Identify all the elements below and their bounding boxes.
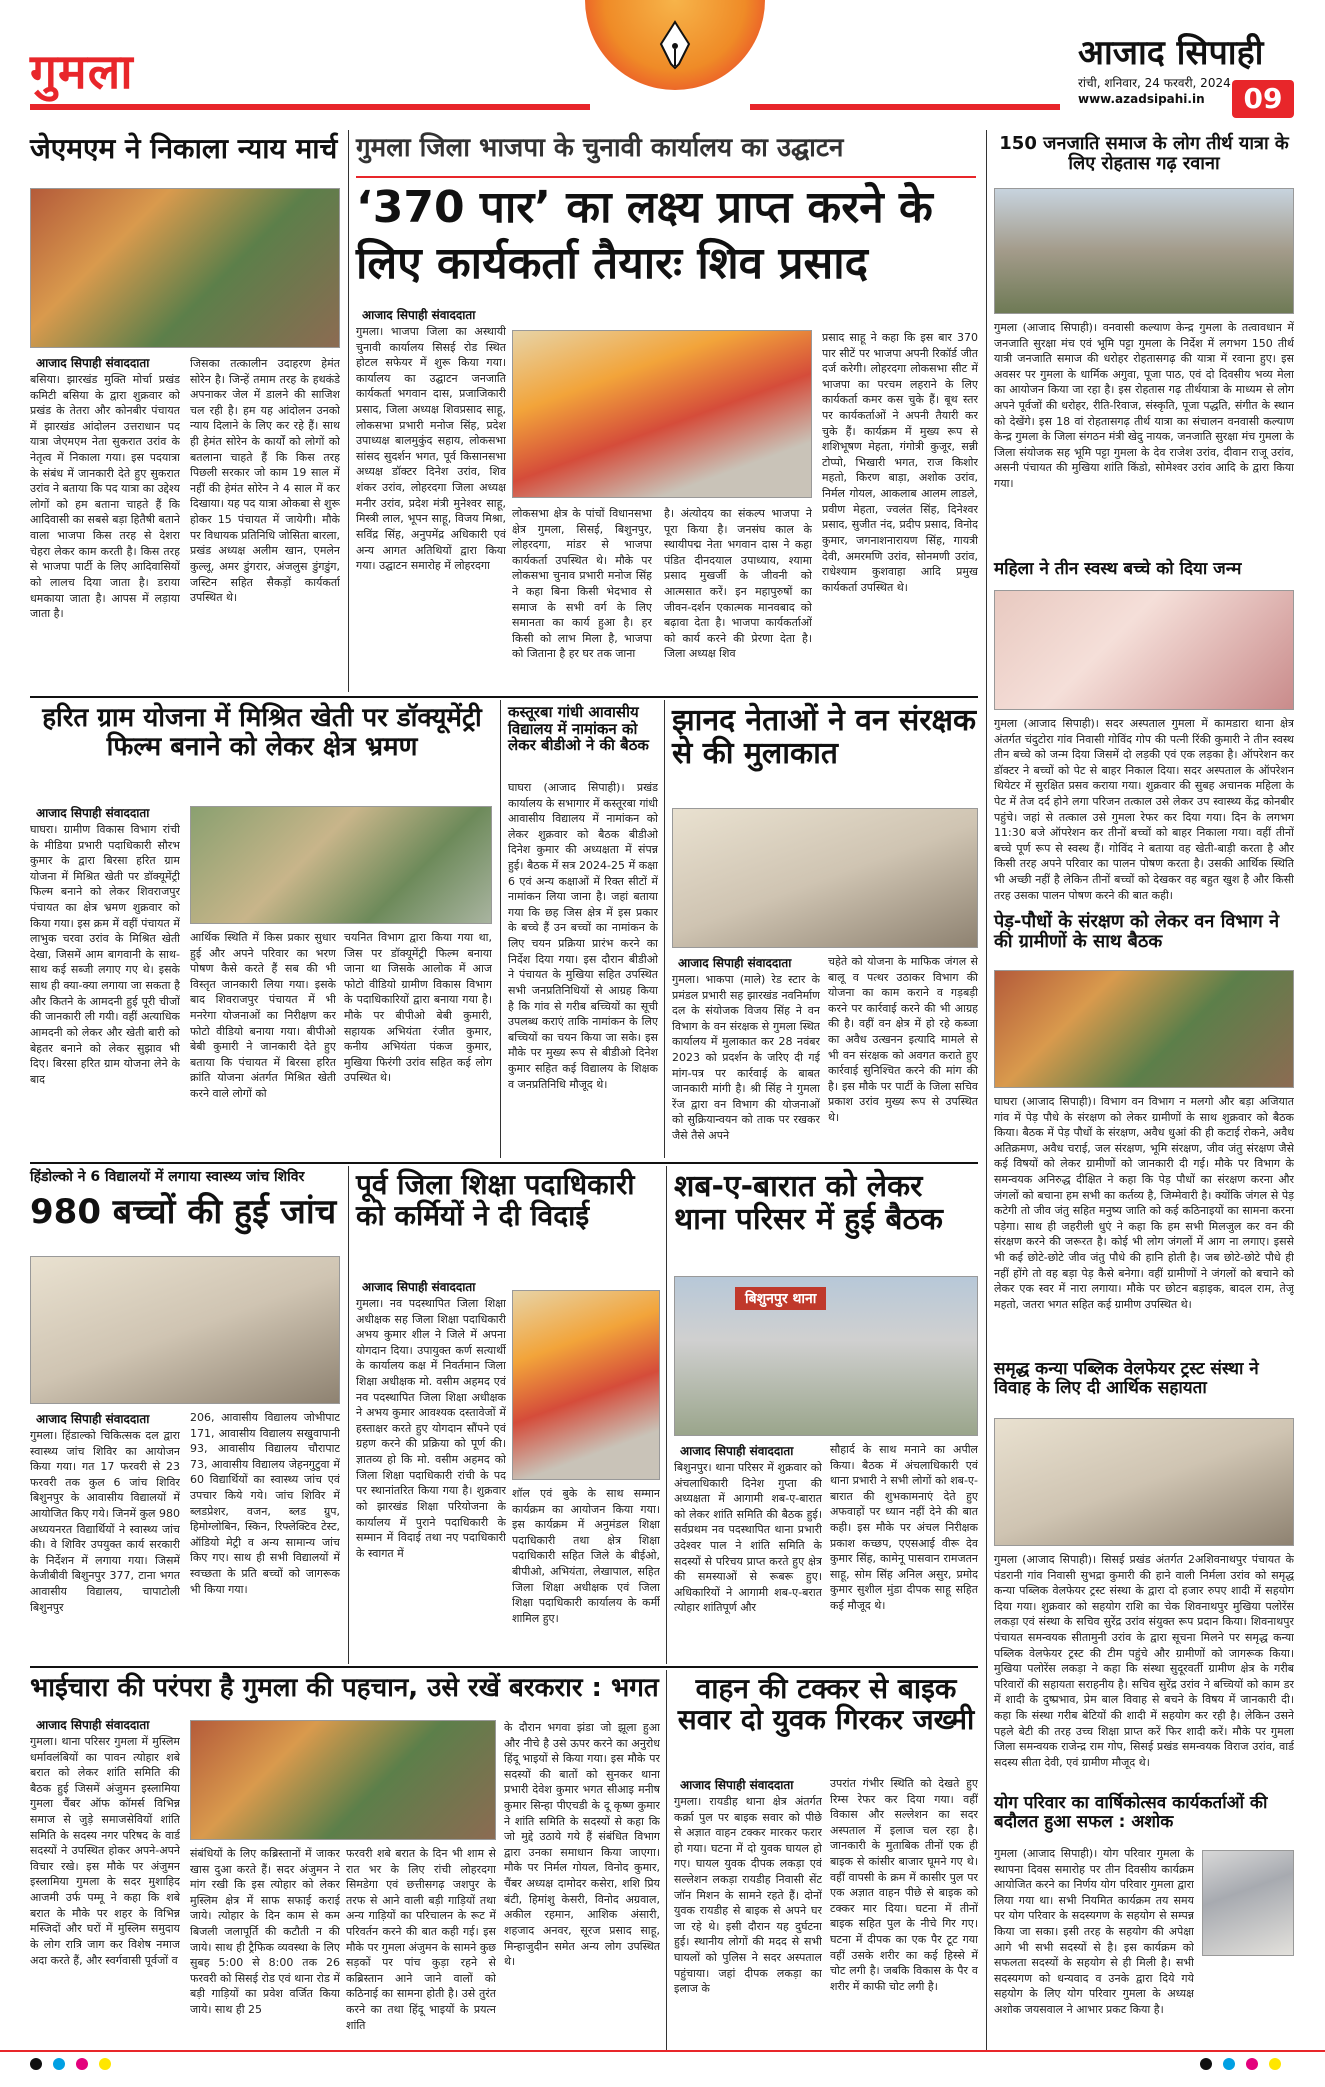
header-rule-right: [750, 104, 1060, 110]
kicker-health: हिंडोल्को ने 6 विद्यालयों में लगाया स्वास्थ्य जांच शिविर: [30, 1169, 305, 1185]
column-divider: [664, 700, 665, 1158]
byline-health: आजाद सिपाही संवाददाता: [36, 1412, 150, 1426]
column-divider: [666, 1670, 667, 2050]
color-dot-icon: [30, 2058, 42, 2070]
row-rule-3: [30, 1666, 978, 1668]
headline-kasturba: कस्तूरबा गांधी आवासीय विद्यालय में नामांकन को लेकर बीडीओ ने की बैठक: [508, 703, 649, 754]
byline-shab: आजाद सिपाही संवाददाता: [680, 1444, 794, 1458]
headline-jmm: जेएमएम ने निकाला न्याय मार्च: [30, 132, 338, 165]
headline-pilgrim: 150 जनजाति समाज के लोग तीर्थ यात्रा के लिए रोहतास गढ़ रवाना: [999, 133, 1289, 174]
website-link[interactable]: www.azadsipahi.in: [1078, 92, 1205, 106]
body-bjp-col2: लोकसभा क्षेत्र के पांचों विधानसभा क्षेत्र गुमला, सिसई, बिशुनपुर, लोहरदगा, मांडर से भाजपा कार्यकर्ता उपस्थित थे। मौके पर लोकसभा चुनाव प्रभारी मनोज सिंह ने कहा बिना किसी भेदभाव से समाज के सभी वर्ग के लिए समानता का कार्य हुआ है। हर किसी को लाभ मिला है, भाजपा को जिताना है हर घर तक जाना: [512, 507, 652, 661]
body-samridh: गुमला (आजाद सिपाही)। सिसई प्रखंड अंतर्गत 2अशिवनाथपुर पंचायत के पंडरानी गांव निवासी सुभद्रा कुमारी की हाने वाली निर्मला उरांव को समृद्ध कन्या पब्लिक वेलफेयर ट्रस्ट संस्था के द्वारा दो हजार रुपए शादी में सहयोग दिया गया। शुक्रवार को सहयोग राशि का चेक शिवनाथपुर मुखिया पलोरेंस लकड़ा एवं संस्था के सचिव सुरेंद्र उरांव संयुक्त रूप प्रदान किया। शिवनाथपुर पंचायत समन्वयक सीतामुनी उरांव के द्वारा सूचना मिलने पर समृद्ध कन्या पब्लिक वेलफेयर ट्रस्ट की टीम पहुंचे और ग्रामीणों को जागरूक किया। मुखिया पलोरेंस लकड़ा ने कहा कि संस्था सुदूरवर्ती ग्रामीण क्षेत्र के गरीब परिवारों की सहायता सराहनीय है। सचिव सुरेंद्र उरांव ने बच्चियों को काम डर में शादी के दुष्प्रभाव, प्रेम बाल विवाह से बचने के विषय में जानकारी दी। कहा कि संस्था गरीब बेटियों की शादी में सहयोग कर रही है। लेकिन उसने पहले बेटी की तरह उच्च शिक्षा प्राप्त करें फिर शादी करें। मौके पर गुमला जिला समन्वयक राजेन्द्र राम गोप, सिसई प्रखंड समन्वयक विराज उरांव, वार्ड सदस्य सीता देवी, एवं ग्रामीण मौजूद थे।: [994, 1553, 1294, 1769]
body-bhaichara-col3: फरवरी शबे बरात के दिन भी शाम से रात भर के लिए रांची लोहरदगा सिमडेगा एवं छत्तीसगढ़ जशपुर के तरफ से आने वाली बड़ी गाड़ियों तथा अन्य गाड़ियों का परिचालन के रूट में परिवर्तन करने की बात कही गई। इस मौके पर गुमला अंजुमन के सामने कुछ सड़कों पर पांच कुड़ा रहने से कब्रिस्तान आने जाने वालों को कठिनाई का सामना होती है। उसे तुरंत करने का तथा हिंदू भाइयों के प्रयत्न शांति: [346, 1847, 496, 2032]
body-bjp-col1: गुमला। भाजपा जिला का अस्थायी चुनावी कार्यालय सिसई रोड स्थित होटल सफेयर में शुरू किया गया। कार्यालय का उद्घाटन जनजाति कार्यकर्ता भगवान दास, प्रजाजिकारी प्रसाद, जिला अध्यक्ष शिवप्रसाद साहू, लोकसभा प्रभारी मनोज सिंह, प्रदेश उपाध्यक्ष बालमुकुंद सहाय, लोकसभा सांसद सुदर्शन भगत, पूर्व किसानसभा अध्यक्ष डॉक्टर दिनेश उरांव, शिव शंकर उरांव, लोहरदगा जिला अध्यक्ष मनीर उरांव, प्रदेश मंत्री मुनेश्वर साहू, मिस्त्री लाल, भूपन साहू, विजय मिश्रा, सविंद्र सिंह, अनुपमेंद्र अधिकारी एवं अन्य आगत अतिथियों द्वारा किया गया। उद्घाटन समारोह में लोहरदगा: [356, 325, 506, 573]
color-dot-icon: [1200, 2058, 1212, 2070]
body-shab-col1: बिशुनपुर। थाना परिसर में शुक्रवार को अंचलाधिकारी दिनेश गुप्ता की अध्यक्षता में आगामी शब-ए-बारात को लेकर शांति समिति की बैठक हुई। सर्वप्रथम नव पदस्थापित थाना प्रभारी उदेश्वर पाल ने शांति समिति के सदस्यों से परिचय प्राप्त करते हुए क्षेत्र की समस्याओं से रूबरू हुए। अधिकारियों ने आगामी शब-ए-बरात त्योहार शांतिपूर्ण और: [674, 1461, 822, 1615]
footer-color-dots: [30, 2055, 117, 2074]
headline-health: 980 बच्चों की हुई जांच: [30, 1192, 337, 1232]
byline-jhanad: आजाद सिपाही संवाददाता: [678, 956, 792, 970]
byline-jmm: आजाद सिपाही संवाददाता: [36, 356, 150, 370]
byline-bhaichara: आजाद सिपाही संवाददाता: [36, 1718, 150, 1732]
photo-trust-cheque: [994, 1418, 1294, 1546]
photo-thana-meeting: [674, 1276, 978, 1436]
headline-vahan: वाहन की टक्कर से बाइक सवार दो युवक गिरकर जख्मी: [677, 1672, 975, 1736]
body-jmm-col1: बसिया। झारखंड मुक्ति मोर्चा प्रखंड कमिटी बसिया के द्वारा शुक्रवार को प्रखंड के तेतरा और कोनबीर पंचायत में झारखंड आंदोलन उत्तराधान पद यात्रा जेएमएम नेता सुकरात उरांव के नेतृत्व में निकाला गया। इस पदयात्रा के संबंध में जानकारी देते हुए सुकरात उरांव ने बताया कि पद यात्रा का उद्देश्य लोगों को हम बताना चाहते हैं कि आदिवासी का सबसे बड़ा हितैषी बताने वाला भाजपा किस तरह से देशरा चेहरा लेकर काम करती है। किस तरह से भाजपा पार्टी के लिए आदिवासियों को लालच दिया जाता है। डराया धमकाया जाता है। आपस में लड़ाया जाता है।: [30, 373, 180, 621]
photo-jmm-march: [30, 188, 340, 348]
body-harit-col2: आर्थिक स्थिति में किस प्रकार सुधार हुई और अपने परिवार का भरण पोषण कैसे करते हैं सब की भी विस्तृत जानकारी लिया गया। इसके बाद शिवराजपुर पंचायत में भी मनरेगा योजनाओं का निरीक्षण कर फोटो वीडियो बनाया गया। बीपीओ बेबी कुमारी ने जानकारी देते हुए बताया कि पंचायत में बिरसा हरित क्रांति योजना अंतर्गत मिश्रित खेती करने वाले लोगों को: [190, 931, 336, 1101]
body-jmm-col2: जिसका तत्कालीन उदाहरण हेमंत सोरेन है। जिन्हें तमाम तरह के हथकंडे अपनाकर जेल में डालने की साजिश चल रही है। हम यह आंदोलन उनको न्याय दिलाने के लिए कर रहे हैं। साथ ही हेमंत सोरेन के कार्यों को लोगों को बतलाना चाहते हैं कि किस तरह पिछली सरकार जो काम 19 साल में नहीं की हेमंत सोरेन ने 4 साल में कर दिखाया। यह पद यात्रा ओकबा से शुरू होकर 15 पंचायत में जायेगी। मौके पर विधायक प्रतिनिधि जोसिता बारला, प्रखंड अध्यक्ष अलीम खान, एमलेन कुल्लू, अमर डुंगरार, अंजलुस डुंगडुंग, जस्टिन सहित सैकड़ों कार्यकर्ता उपस्थित थे।: [190, 357, 340, 605]
photo-bhaichara-meeting: [190, 1720, 496, 1840]
column-divider: [666, 1166, 667, 1664]
photo-caption-thana: बिशुनपुर थाना: [735, 1287, 826, 1310]
page-number: 09: [1232, 80, 1294, 118]
body-jhanad-col1: गुमला। भाकपा (माले) रेड स्टार के प्रमंडल प्रभारी सह झारखंड नवनिर्माण दल के संयोजक विजय सिंह ने वन विभाग के वन संरक्षक से गुमला स्थित कार्यालय में मुलाकात कर 28 नवंबर 2023 को प्रदर्शन के जरिए दी गई मांग-पत्र पर कार्रवाई के बाबत जानकारी मांगी है। श्री सिंह ने गुमला रेंज द्वारा वन विभाग की योजनाओं को सुक्रियान्वयन को ताक पर रखकर जैसे तैसे अपने: [672, 973, 820, 1143]
pen-nib-icon: [655, 20, 695, 70]
photo-ashok-portrait: [1202, 1850, 1294, 1956]
body-bjp-col3: है। अंत्योदय का संकल्प भाजपा ने पूरा किया है। जनसंघ काल के स्थायीपद्म नेता भगवान दास ने कहा पंडित दीनदयाल उपाध्याय, श्यामा प्रसाद मुखर्जी के जीवनी को आत्मसात करें। इन महापुरुषों का जीवन-दर्शन एकात्मक मानवबाद को बढ़ावा देता है। भाजपा कार्यकर्ताओं को कार्य करने की प्रेरणा देता है। जिला अध्यक्ष शिव: [664, 507, 812, 661]
section-title: गुमला: [30, 44, 134, 100]
photo-health-camp: [30, 1256, 340, 1404]
body-farewell-col2: शॉल एवं बुके के साथ सम्मान कार्यक्रम का आयोजन किया गया। इस कार्यक्रम में अनुमंडल शिक्षा पदाधिकारी तथा क्षेत्र शिक्षा पदाधिकारी सहित जिले के बीईओ, बीपीओ, अभियंता, लेखापाल, सहित जिला शिक्षा अधीक्षक एवं जिला शिक्षा पदाधिकारी कार्यालय के कर्मी शामिल हुए।: [512, 1487, 660, 1625]
color-dot-icon: [76, 2058, 88, 2070]
byline-bjp: आजाद सिपाही संवाददाता: [362, 308, 476, 322]
right-column-divider: [986, 130, 987, 2050]
body-bhaichara-col4: के दौरान भगवा झंडा जो झूला हुआ और नीचे है उसे ऊपर करने का अनुरोध हिंदू भाइयों से किया गया। इस मौके पर सदस्यों की बातों को सुनकर थाना प्रभारी देवेश कुमार भगत सीआइ मनीष कुमार सिन्हा पीएचडी के दू कृष्ण कुमार ने शांति समिति के सदस्यों से कहा कि जो मुद्दे उठाये गये हैं संबंधित विभाग द्वारा उनका समाधान किया जाएगा। मौके पर निर्मल गोयल, विनोद कुमार, चैंबर अध्यक्ष दामोदर कसेरा, शशि प्रिय बंटी, हिमांशु केसरी, विनोद अग्रवाल, अकील रहमान, आशिक अंसारी, शहजाद अनवर, सूरज प्रसाद साहू, मिन्हाजुदीन समेत अन्य लोग उपस्थित थे।: [504, 1721, 660, 1969]
body-bjp-col4: प्रसाद साहू ने कहा कि इस बार 370 पार सीटें पर भाजपा अपनी रिकॉर्ड जीत दर्ज करेगी। लोहरदगा लोकसभा सीट में भाजपा का परचम लहराने के लिए कार्यकर्ता कमर कस चुके हैं। बूथ स्तर पर कार्यकर्ताओं ने अपनी तैयारी कर चुके हैं। कार्यक्रम में मुख्य रूप से शशिभूषण मेहता, गंगोत्री कुजूर, सन्नी टोप्पो, भिखारी भगत, राज किशोर महतो, किरण बाड़ा, अशोक उरांव, निर्मल गोयल, आकलाब आलम लाडले, प्रवीण मेहता, ज्वलंत सिंह, दिनेश्वर प्रसाद, सुजीत नंद, प्रदीप प्रसाद, विनोद कुमार, जगनाशनारायण सिंह, गायत्री देवी, अमरमणि उरांव, सोनमणी उरांव, राधेश्याम कुशवाहा आदि प्रमुख कार्यकर्ता उपस्थित थे।: [822, 331, 978, 594]
headline-harit: हरित ग्राम योजना में मिश्रित खेती पर डॉक्यूमेंट्री फिल्म बनाने को लेकर क्षेत्र भ्रमण: [42, 703, 482, 762]
headline-shab: शब-ए-बारात को लेकर थाना परिसर में हुई बैठक: [674, 1169, 943, 1237]
body-farewell-col1: गुमला। नव पदस्थापित जिला शिक्षा अधीक्षक सह जिला शिक्षा पदाधिकारी अभय कुमार शील ने जिले में अपना योगदान दिया। उपायुक्त कर्ण सत्यार्थी के कार्यालय कक्ष में निवर्तमान जिला शिक्षा अधीक्षक मो. वसीम अहमद एवं नव पदस्थापित जिला शिक्षा अधीक्षक ने अभय कुमार आवश्यक दस्तावेजों में हस्ताक्षर करते हुए योगदान सौंपने एवं ग्रहण करने की प्रक्रिया को पूर्ण की। ज्ञातव्य हो कि मो. वसीम अहमद को जिला शिक्षा पदाधिकारी रांची के पद पर स्थानांतरित किया गया है। शुक्रवार को झारखंड शिक्षा परियोजना के कार्यालय में पुराने पदाधिकारी के सम्मान में विदाई तथा नए पदाधिकारी के स्वागत में: [356, 1297, 506, 1560]
headline-ped: पेड़-पौधों के संरक्षण को लेकर वन विभाग ने की ग्रामीणों के साथ बैठक: [994, 911, 1280, 952]
body-mahila: गुमला (आजाद सिपाही)। सदर अस्पताल गुमला में कामडारा थाना क्षेत्र अंतर्गत चंदुटोरा गांव निवासी गोविंद गोप की पत्नी रिंकी कुमारी ने तीन स्वस्थ तीन बच्चे को जन्म दिया जिसमें दो लड़की एवं एक लड़का है। ऑपरेशन कर डॉक्टर ने बच्चों को पेट से बाहर निकाल दिया। सदर अस्पताल के ऑपरेशन थियेटर में सुरक्षित प्रसव कराया गया। शुक्रवार की सुबह अचानक महिला के पेट में तेज दर्द होने लगा परिजन तत्काल उसे लेकर उप स्वास्थ्य केंद्र कोनबीर पहुंचे। जहां से तत्काल उसे गुमला रेफर कर दिया गया। दिन के लगभग 11:30 बजे ऑपरेशन कर तीनों बच्चों को बाहर निकाला गया। वहीं तीनों बच्चे पूर्ण रूप से स्वस्थ हैं। गोविंद ने बताया वह खेती-बाड़ी करता है और किसी तरह अपने परिवार का पालन पोषण करता है। उसकी आर्थिक स्थिति भी अच्छी नहीं है लेकिन तीनों बच्चों को देखकर वह बहुत खुश है और किसी तरह उसका पालन पोषण करने की बात कही।: [994, 717, 1294, 902]
body-harit-col3: चयनित विभाग द्वारा किया गया था, जिस पर डॉक्यूमेंट्री फिल्म बनाया जाना था जिसके आलोक में आज फोटो वीडियो ग्रामीण विकास विभाग के पदाधिकारियों द्वारा बनाया गया है। मौके पर बीपीओ बेबी कुमारी, सहायक अभियंता रंजीत कुमार, कनीय अभियंता पंकज कुमार, मुखिया फिरंगी उरांव सहित कई लोग उपस्थित थे।: [344, 931, 492, 1085]
headline-bjp-line1: ‘370 पार’ का लक्ष्य प्राप्त करने के: [356, 182, 933, 233]
headline-jhanad: झानद नेताओं ने वन संरक्षक से की मुलाकात: [672, 703, 977, 771]
body-yog: गुमला (आजाद सिपाही)। योग परिवार गुमला के स्थापना दिवस समारोह पर तीन दिवसीय कार्यक्रम आयोजित करने का निर्णय योग परिवार गुमला द्वारा लिया गया था। सभी नियमित कार्यक्रम तय समय पर योग परिवार के सदस्यगण के सहयोग से सम्पन्न किया जा सका। इसी तरह के सहयोग की अपेक्षा आगे भी सभी सदस्यों से है। इस कार्यक्रम को सफलता सदस्यों के सहयोग से ही मिली है। सभी सदस्यगण को धन्यवाद व उनके द्वारा दिये गये सहयोग के लिए योग परिवार गुमला के अध्यक्ष अशोक जयसवाल ने आभार प्रकट किया है।: [994, 1847, 1194, 2017]
column-divider: [500, 700, 501, 1158]
body-kasturba: घाघरा (आजाद सिपाही)। प्रखंड कार्यालय के सभागार में कस्तूरबा गांधी आवासीय विद्यालय में नामांकन को लेकर शुक्रवार को बैठक बीडीओ दिनेश कुमार की अध्यक्षता में संपन्न हुई। बैठक में सत्र 2024-25 में कक्षा 6 एवं अन्य कक्षाओं में रिक्त सीटों में नामांकन लिया जाना है। जहां बताया गया कि छह जिस क्षेत्र में इस प्रकार के बच्चे हैं उन बच्चों का नामांकन के लिए चयन प्रक्रिया प्रारंभ करने का निर्देश दिया गया। इस दौरान बीडीओ ने पंचायत के मुखिया सहित उपस्थित सभी जनप्रतिनिधियों से आग्रह किया है कि गांव से गरीब बच्चियों का सूची उपलब्ध कराएं ताकि नामांकन के लिए बच्चियों का चयन किया जा सके। इस मौके पर मुख्य रूप से बीडीओ दिनेश कुमार सहित कई विद्यालय के शिक्षक व जनप्रतिनिधि मौजूद थे।: [508, 781, 658, 1091]
photo-jhanad-meeting: [672, 808, 978, 948]
header-rule-left: [30, 104, 590, 110]
headline-samridh: समृद्ध कन्या पब्लिक वेलफेयर ट्रस्ट संस्था ने विवाह के लिए दी आर्थिक सहायता: [994, 1359, 1259, 1398]
kicker-rule: [356, 176, 976, 178]
byline-farewell: आजाद सिपाही संवाददाता: [362, 1280, 476, 1294]
footer-rule: [0, 2050, 1325, 2052]
body-bhaichara-col1: गुमला। थाना परिसर गुमला में मुस्लिम धर्मावलंबियों का पावन त्योहार शबे बरात को लेकर शांति समिति की बैठक हुई जिसमें अंजुमन इस्लामिया गुमला चैंबर ऑफ कॉमर्स विभिन्न समाज से जुड़े समाजसेवियों शांति समिति के सदस्य नगर परिषद के वार्ड सदस्यों ने उपस्थित होकर अपने-अपने विचार रखे। इस मौके पर अंजुमन इस्लामिया गुमला के सदर मुशाहिद आजमी उर्फ पम्मू ने कहा कि शबे बरात के मौके पर शहर के विभिन्न मस्जिदों और घरों में मुस्लिम समुदाय के लोग रात्रि जाग कर विशेष नमाज अदा करते हैं, और स्वर्गवासी पूर्वजों व: [30, 1735, 180, 1967]
headline-mahila: महिला ने तीन स्वस्थ बच्चे को दिया जन्म: [994, 559, 1242, 579]
newspaper-brand: आजाद सिपाही: [1078, 33, 1264, 73]
byline-vahan: आजाद सिपाही संवाददाता: [680, 1778, 794, 1792]
body-pilgrim: गुमला (आजाद सिपाही)। वनवासी कल्याण केन्द्र गुमला के तत्वावधान में जनजाति सुरक्षा मंच एवं भूमि पट्टा गुमला के निर्देश में लगभग 150 तीर्थ यात्री जनजाति समाज की धरोहर रोहतासगढ़ की यात्रा में रवाना हुए। इस अवसर पर गुमला के धार्मिक अगुवा, पूजा पाठ, एवं दो दिवसीय भव्य मेला का आयोजन किया जा रहा है। इस रोहतास गढ़ तीर्थयात्रा के माध्यम से लोग अपने पूर्वजों की धरोहर, रीति-रिवाज, संस्कृति, पूजा पद्धति, संगीत के स्थान को देखेंगे। इस 18 वां रोहतासगढ़ तीर्थ यात्रा का संचालन वनवासी कल्याण केन्द्र गुमला के जिला संगठन मंत्री खेदु नायक, जनजाति सुरक्षा मंच गुमला के जिला संयोजक सह भूमि पट्टा गुमला के देव राजेश उरांव, दीवान राजू उरांव, असनी पंचायत की मुखिया शांति किंडो, सोमेश्वर उरांव आदि के द्वारा किया गया।: [994, 321, 1294, 491]
headline-bhaichara: भाईचारा की परंपरा है गुमला की पहचान, उसे रखें बरकरार : भगत: [30, 1673, 659, 1703]
body-health-col1: गुमला। हिंडाल्को चिकित्सक दल द्वारा स्वास्थ्य जांच शिविर का आयोजन किया गया। गत 17 फरवरी से 23 फरवरी तक कुल 6 जांच शिविर बिशुनपुर के आवासीय विद्यालयों में आयोजित किए गये। जिनमें कुल 980 अध्ययनरत विद्यार्थियों ने स्वास्थ्य जांच की। वे शिविर उपयुक्त कार्य सरकारी के निर्देशन में लगाया गया। जिसमें केजीबीवी बिशुनपुर 377, टाना भगत आवासीय विद्यालय, चापाटोली बिशुनपुर: [30, 1429, 180, 1614]
body-vahan-col2: उपरांत गंभीर स्थिति को देखते हुए रिम्स रेफर कर दिया गया। वहीं विकास और सल्लेशन का सदर अस्पताल में इलाज चल रहा है। जानकारी के मुताबिक तीनों एक ही बाइक से कांसीर बाजार घूमने गए थे। वहीं वापसी के क्रम में कासीर पुल पर एक अज्ञात वाहन पीछे से बाइक को टक्कर मार दिया। घटना में तीनों बाइक सहित पुल के नीचे गिर गए। घटना में दीपक का एक पैर टूट गया वहीं उसके शरीर का कई हिस्से में चोट लगी है। जबकि विकास के पैर व शरीर में काफी चोट लगी है।: [830, 1777, 978, 1993]
body-shab-col2: सौहार्द के साथ मनाने का अपील किया। बैठक में अंचलाधिकारी एवं थाना प्रभारी ने सभी लोगों को शब-ए-बारात की शुभकामनाएं देते हुए अफवाहों पर ध्यान नहीं देने की बात कही। इस मौके पर अंचल निरीक्षक प्रकाश कच्छप, एएसआई वीरू देव कुमार सिंह, कामेनू पासवान रामजतन साहू, सोम सिंह अनिल असुर, प्रमोद कुमार सुशील मुंडा दीपक साहू सहित कई मौजूद थे।: [830, 1443, 978, 1613]
photo-forest-meeting: [994, 970, 1294, 1088]
body-health-col2: 206, आवासीय विद्यालय जोभीपाट 171, आवासीय विद्यालय सखुवापानी 93, आवासीय विद्यालय चौरापाट 73, आवासीय विद्यालय जेहनगुटुवा में 60 विद्यार्थियों का स्वास्थ्य जांच एवं उपचार किये गये। जांच शिविर में ब्लडप्रेशर, वजन, ब्लड ग्रुप, हिमोग्लोबिन, स्किन, रिफ्लेक्टिव टेस्ट, ऑडियो मेट्री व अन्य सामान्य जांच किए गए। साथ ही सभी विद्यालयों में स्वच्छता के प्रति बच्चों को जागरूक भी किया गया।: [190, 1411, 340, 1596]
color-dot-icon: [1269, 2058, 1281, 2070]
dateline: रांची, शनिवार, 24 फरवरी, 2024: [1078, 76, 1231, 90]
photo-newborns: [994, 590, 1294, 710]
color-dot-icon: [99, 2058, 111, 2070]
column-divider: [348, 1166, 349, 1664]
body-jhanad-col2: चहेते को योजना के माफिक जंगल से बालू व पत्थर उठाकर विभाग की योजना का काम कराने व गड़बड़ी करने पर कार्रवाई करने की भी आग्रह की है। वहीं वन क्षेत्र में हो रहे कब्जा का अवैध उत्खनन इत्यादि मामले से भी वन संरक्षक को अवगत कराते हुए कार्रवाई सुनिश्चित करने की मांग की है। इस मौके पर पार्टी के जिला सचिव प्रकाश उरांव मुख्य रूप से उपस्थित थे।: [828, 955, 978, 1125]
row-rule-2: [30, 1162, 978, 1164]
photo-pilgrim-bus: [994, 188, 1294, 314]
footer-color-dots-right: [1200, 2055, 1287, 2074]
photo-harit-field: [190, 806, 492, 924]
kicker-bjp: गुमला जिला भाजपा के चुनावी कार्यालय का उद्घाटन: [356, 133, 844, 163]
byline-harit: आजाद सिपाही संवाददाता: [36, 806, 150, 820]
column-divider: [348, 130, 349, 692]
photo-farewell-bouquet: [512, 1290, 660, 1480]
headline-yog: योग परिवार का वार्षिकोत्सव कार्यकर्ताओं की बदौलत हुआ सफल : अशोक: [994, 1793, 1268, 1832]
headline-farewell: पूर्व जिला शिक्षा पदाधिकारी को कर्मियों ने दी विदाई: [356, 1168, 635, 1232]
color-dot-icon: [1246, 2058, 1258, 2070]
color-dot-icon: [53, 2058, 65, 2070]
body-vahan-col1: गुमला। रायडीह थाना क्षेत्र अंतर्गत कर्क्रा पुल पर बाइक सवार को पीछे से अज्ञात वाहन टक्कर मारकर फरार हो गया। घटना में दो युवक घायल हो गए। घायल युवक दीपक लकड़ा एवं सल्लेशन लकड़ा रायडीह निवासी सेंट जॉन मिशन के सामने रहते हैं। दोनों युवक रायडीह से बाइक से अपने घर जा रहे थे। इसी दौरान यह दुर्घटना हुई। स्थानीय लोगों की मदद से सभी घायलों को पुलिस ने सदर अस्पताल पहुंचाया। जहां दीपक लकड़ा का इलाज के: [674, 1795, 822, 1996]
row-rule-1: [30, 696, 978, 698]
body-harit-col1: घाघरा। ग्रामीण विकास विभाग रांची के मीडिया प्रभारी पदाधिकारी सौरभ कुमार के द्वारा बिरसा हरित ग्राम योजना में मिश्रित खेती पर डॉक्यूमेंट्री फिल्म बनाने को लेकर शिवराजपुर पंचायत का क्षेत्र भ्रमण शुक्रवार को किया गया। इस क्रम में वहीं पंचायत में लाभुक चरवा उरांव के मिश्रित खेती देखा, जिसमें आम बागवानी के साथ-साथ कई सब्जी लगाए गए थे। इसके साथ ही क्या-क्या लगाया जा सकता है और कितने के आमदनी हुई पूरी चीजों की जानकारी ली गयी। वहीं अत्याधिक आमदनी को लेकर और खेती बारी को बेहतर बनाने को लेकर सुझाव भी दिए। बिरसा हरित ग्राम योजना लेने के बाद: [30, 823, 180, 1086]
headline-bjp-line2: लिए कार्यकर्ता तैयारः शिव प्रसाद: [356, 238, 869, 289]
photo-bjp-office: [512, 330, 812, 498]
body-ped: घाघरा (आजाद सिपाही)। विभाग वन विभाग न मलगो और बड़ा अजियात गांव में पेड़ पौधे के संरक्षण को लेकर ग्रामीणों के साथ शुक्रवार को बैठक किया। बैठक में पेड़ पौधों के संरक्षण, अवैध धुआं की ही कटाई रोकने, अवैध अतिक्रमण, अवैध चराई, जल संरक्षण, भूमि संरक्षण, जीव जंतु संरक्षण जैसे कई विषयों को लेकर ग्रामीणों को जानकारी दी गई। मौके पर विभाग के समन्वयक अनिरुद्ध दीक्षित ने कहा कि पेड़ पौधों का संरक्षण करना और जंगलों को बचाना हम सभी का कर्तव्य है, जिम्मेवारी है। क्योंकि जंगल से पेड़ कटेगी तो जीव जंतु सहित मनुष्य जाति को कई कठिनाइयों का सामना करना पड़ेगा। साथ ही जहरीली धुएं ने कहा कि हम सभी मिलजुल कर वन की संरक्षण करने की जरूरत है। कोई भी लोग जंगलों में आग ना लगाए। इससे भी कई छोटे-छोटे जीव जंतु पौधे की हानि होती है। जब छोटे-छोटे पौधे ही नहीं होंगे तो वह बड़ा पेड़ कैसे बनेगा। वहीं ग्रामीणों ने जंगलों को बचाने को लेकर एक स्वर में नारा लगाया। मौके पर छोटन बड़ाइक, बादल राम, तेजू महतो, जतरा भगत सहित कई ग्रामीण उपस्थित थे।: [994, 1095, 1294, 1311]
masthead: [0, 0, 1325, 122]
body-bhaichara-col2: संबंधियों के लिए कब्रिस्तानों में जाकर खास दुआ करते हैं। सदर अंजुमन ने मांग रखी कि इस त्योहार को लेकर मुस्लिम क्षेत्र में साफ सफाई कराई जाये। त्योहार के दिन काम से कम बिजली जलापूर्ति की कटौती न की जाये। साथ ही ट्रैफिक व्यवस्था के लिए सुबह 5:00 से 8:00 तक 26 फरवरी को सिसई रोड एवं थाना रोड में बड़ी गाड़ियों का प्रवेश वर्जित किया जाये। साथ ही 25: [190, 1847, 340, 2017]
color-dot-icon: [1223, 2058, 1235, 2070]
